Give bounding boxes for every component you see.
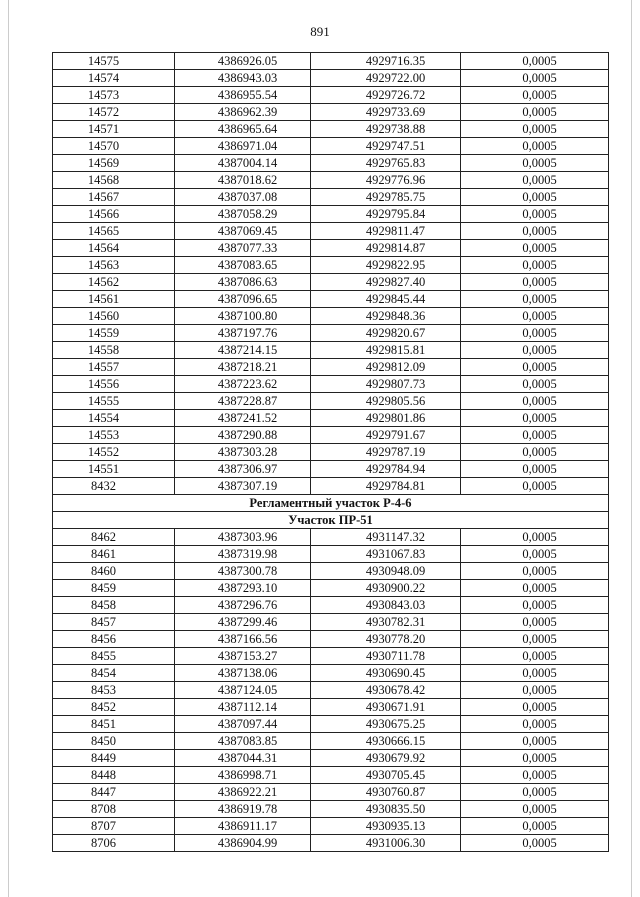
point-id-cell: 8454 — [53, 665, 175, 682]
y-coordinate-cell: 4929812.09 — [311, 359, 461, 376]
accuracy-cell: 0,0005 — [461, 546, 609, 563]
y-coordinate-cell: 4929848.36 — [311, 308, 461, 325]
y-coordinate-cell: 4929801.86 — [311, 410, 461, 427]
table-row — [53, 257, 609, 274]
x-coordinate-cell: 4387228.87 — [175, 393, 311, 410]
table-row — [53, 138, 609, 155]
accuracy-cell: 0,0005 — [461, 155, 609, 172]
table-row — [53, 835, 609, 852]
accuracy-cell: 0,0005 — [461, 716, 609, 733]
y-coordinate-cell: 4929814.87 — [311, 240, 461, 257]
point-id-cell: 14572 — [53, 104, 175, 121]
y-coordinate-cell: 4929822.95 — [311, 257, 461, 274]
table-row — [53, 444, 609, 461]
page-number: 891 — [310, 24, 330, 39]
section-headings — [53, 495, 609, 529]
accuracy-cell: 0,0005 — [461, 529, 609, 546]
x-coordinate-cell: 4387100.80 — [175, 308, 311, 325]
table-row — [53, 699, 609, 716]
y-coordinate-cell: 4929784.81 — [311, 478, 461, 495]
point-id-cell: 8462 — [53, 529, 175, 546]
table-row — [53, 614, 609, 631]
x-coordinate-cell: 4387096.65 — [175, 291, 311, 308]
point-id-cell: 8450 — [53, 733, 175, 750]
accuracy-cell: 0,0005 — [461, 682, 609, 699]
point-id-cell: 14575 — [53, 53, 175, 70]
table-row — [53, 240, 609, 257]
coordinates-table — [52, 52, 609, 852]
table-row — [53, 172, 609, 189]
y-coordinate-cell: 4930760.87 — [311, 784, 461, 801]
accuracy-cell: 0,0005 — [461, 342, 609, 359]
y-coordinate-cell: 4931067.83 — [311, 546, 461, 563]
table-row — [53, 376, 609, 393]
point-id-cell: 14570 — [53, 138, 175, 155]
x-coordinate-cell: 4386911.17 — [175, 818, 311, 835]
table-row — [53, 461, 609, 478]
x-coordinate-cell: 4387166.56 — [175, 631, 311, 648]
table-row — [53, 665, 609, 682]
x-coordinate-cell: 4387299.46 — [175, 614, 311, 631]
x-coordinate-cell: 4387153.27 — [175, 648, 311, 665]
table-row — [53, 563, 609, 580]
y-coordinate-cell: 4929827.40 — [311, 274, 461, 291]
x-coordinate-cell: 4387307.19 — [175, 478, 311, 495]
y-coordinate-cell: 4929747.51 — [311, 138, 461, 155]
point-id-cell: 14573 — [53, 87, 175, 104]
table-row — [53, 631, 609, 648]
point-id-cell: 14568 — [53, 172, 175, 189]
point-id-cell: 14569 — [53, 155, 175, 172]
x-coordinate-cell: 4386922.21 — [175, 784, 311, 801]
accuracy-cell: 0,0005 — [461, 206, 609, 223]
x-coordinate-cell: 4387037.08 — [175, 189, 311, 206]
y-coordinate-cell: 4930705.45 — [311, 767, 461, 784]
y-coordinate-cell: 4929805.56 — [311, 393, 461, 410]
y-coordinate-cell: 4930711.78 — [311, 648, 461, 665]
accuracy-cell: 0,0005 — [461, 597, 609, 614]
y-coordinate-cell: 4929738.88 — [311, 121, 461, 138]
table-row — [53, 308, 609, 325]
y-coordinate-cell: 4930671.91 — [311, 699, 461, 716]
y-coordinate-cell: 4929776.96 — [311, 172, 461, 189]
x-coordinate-cell: 4387293.10 — [175, 580, 311, 597]
table-row — [53, 529, 609, 546]
x-coordinate-cell: 4387296.76 — [175, 597, 311, 614]
accuracy-cell: 0,0005 — [461, 699, 609, 716]
point-id-cell: 14556 — [53, 376, 175, 393]
accuracy-cell: 0,0005 — [461, 70, 609, 87]
y-coordinate-cell: 4931147.32 — [311, 529, 461, 546]
table-body-points-a — [53, 53, 609, 495]
y-coordinate-cell: 4929807.73 — [311, 376, 461, 393]
table-row — [53, 546, 609, 563]
table-row — [53, 325, 609, 342]
point-id-cell: 14566 — [53, 206, 175, 223]
x-coordinate-cell: 4387058.29 — [175, 206, 311, 223]
point-id-cell: 8458 — [53, 597, 175, 614]
accuracy-cell: 0,0005 — [461, 172, 609, 189]
point-id-cell: 8460 — [53, 563, 175, 580]
point-id-cell: 8459 — [53, 580, 175, 597]
y-coordinate-cell: 4930782.31 — [311, 614, 461, 631]
point-id-cell: 14559 — [53, 325, 175, 342]
table-row — [53, 223, 609, 240]
point-id-cell: 14558 — [53, 342, 175, 359]
x-coordinate-cell: 4387044.31 — [175, 750, 311, 767]
point-id-cell: 8449 — [53, 750, 175, 767]
accuracy-cell: 0,0005 — [461, 461, 609, 478]
y-coordinate-cell: 4930690.45 — [311, 665, 461, 682]
accuracy-cell: 0,0005 — [461, 393, 609, 410]
point-id-cell: 8455 — [53, 648, 175, 665]
accuracy-cell: 0,0005 — [461, 631, 609, 648]
accuracy-cell: 0,0005 — [461, 580, 609, 597]
x-coordinate-cell: 4387083.85 — [175, 733, 311, 750]
x-coordinate-cell: 4386998.71 — [175, 767, 311, 784]
x-coordinate-cell: 4387290.88 — [175, 427, 311, 444]
point-id-cell: 8707 — [53, 818, 175, 835]
accuracy-cell: 0,0005 — [461, 444, 609, 461]
point-id-cell: 14561 — [53, 291, 175, 308]
subsection-title: Участок ПР-51 — [53, 512, 609, 529]
point-id-cell: 8451 — [53, 716, 175, 733]
point-id-cell: 14555 — [53, 393, 175, 410]
point-id-cell: 8453 — [53, 682, 175, 699]
accuracy-cell: 0,0005 — [461, 325, 609, 342]
x-coordinate-cell: 4387223.62 — [175, 376, 311, 393]
table-row — [53, 410, 609, 427]
accuracy-cell: 0,0005 — [461, 750, 609, 767]
point-id-cell: 14563 — [53, 257, 175, 274]
point-id-cell: 14564 — [53, 240, 175, 257]
x-coordinate-cell: 4387018.62 — [175, 172, 311, 189]
point-id-cell: 8461 — [53, 546, 175, 563]
point-id-cell: 8708 — [53, 801, 175, 818]
point-id-cell: 14553 — [53, 427, 175, 444]
x-coordinate-cell: 4387303.96 — [175, 529, 311, 546]
accuracy-cell: 0,0005 — [461, 563, 609, 580]
y-coordinate-cell: 4931006.30 — [311, 835, 461, 852]
accuracy-cell: 0,0005 — [461, 733, 609, 750]
table-row — [53, 87, 609, 104]
point-id-cell: 14552 — [53, 444, 175, 461]
accuracy-cell: 0,0005 — [461, 274, 609, 291]
table-row — [53, 716, 609, 733]
x-coordinate-cell: 4387306.97 — [175, 461, 311, 478]
x-coordinate-cell: 4387069.45 — [175, 223, 311, 240]
x-coordinate-cell: 4387197.76 — [175, 325, 311, 342]
y-coordinate-cell: 4929820.67 — [311, 325, 461, 342]
accuracy-cell: 0,0005 — [461, 359, 609, 376]
x-coordinate-cell: 4387303.28 — [175, 444, 311, 461]
x-coordinate-cell: 4386943.03 — [175, 70, 311, 87]
x-coordinate-cell: 4386971.04 — [175, 138, 311, 155]
y-coordinate-cell: 4929784.94 — [311, 461, 461, 478]
point-id-cell: 14554 — [53, 410, 175, 427]
y-coordinate-cell: 4929811.47 — [311, 223, 461, 240]
x-coordinate-cell: 4387218.21 — [175, 359, 311, 376]
table-row — [53, 359, 609, 376]
accuracy-cell: 0,0005 — [461, 478, 609, 495]
accuracy-cell: 0,0005 — [461, 665, 609, 682]
table-row — [53, 393, 609, 410]
accuracy-cell: 0,0005 — [461, 818, 609, 835]
table-row — [53, 767, 609, 784]
accuracy-cell: 0,0005 — [461, 427, 609, 444]
y-coordinate-cell: 4929791.67 — [311, 427, 461, 444]
table-row — [53, 682, 609, 699]
table-row — [53, 274, 609, 291]
table-row — [53, 70, 609, 87]
x-coordinate-cell: 4387097.44 — [175, 716, 311, 733]
table-row — [53, 478, 609, 495]
x-coordinate-cell: 4386962.39 — [175, 104, 311, 121]
point-id-cell: 8432 — [53, 478, 175, 495]
y-coordinate-cell: 4929733.69 — [311, 104, 461, 121]
x-coordinate-cell: 4386955.54 — [175, 87, 311, 104]
x-coordinate-cell: 4387112.14 — [175, 699, 311, 716]
table-row — [53, 53, 609, 70]
table-row — [53, 342, 609, 359]
point-id-cell: 14560 — [53, 308, 175, 325]
subsection-row — [53, 512, 609, 529]
table-row — [53, 427, 609, 444]
y-coordinate-cell: 4929785.75 — [311, 189, 461, 206]
table-row — [53, 733, 609, 750]
y-coordinate-cell: 4929716.35 — [311, 53, 461, 70]
x-coordinate-cell: 4387124.05 — [175, 682, 311, 699]
table-row — [53, 121, 609, 138]
accuracy-cell: 0,0005 — [461, 308, 609, 325]
point-id-cell: 14565 — [53, 223, 175, 240]
x-coordinate-cell: 4386965.64 — [175, 121, 311, 138]
x-coordinate-cell: 4387077.33 — [175, 240, 311, 257]
y-coordinate-cell: 4930935.13 — [311, 818, 461, 835]
table-row — [53, 784, 609, 801]
accuracy-cell: 0,0005 — [461, 87, 609, 104]
y-coordinate-cell: 4930675.25 — [311, 716, 461, 733]
accuracy-cell: 0,0005 — [461, 648, 609, 665]
x-coordinate-cell: 4387083.65 — [175, 257, 311, 274]
table-body-points-b — [53, 529, 609, 852]
table-row — [53, 155, 609, 172]
point-id-cell: 14562 — [53, 274, 175, 291]
table-row — [53, 104, 609, 121]
accuracy-cell: 0,0005 — [461, 801, 609, 818]
point-id-cell: 8706 — [53, 835, 175, 852]
y-coordinate-cell: 4929815.81 — [311, 342, 461, 359]
accuracy-cell: 0,0005 — [461, 767, 609, 784]
accuracy-cell: 0,0005 — [461, 138, 609, 155]
point-id-cell: 8447 — [53, 784, 175, 801]
y-coordinate-cell: 4930678.42 — [311, 682, 461, 699]
x-coordinate-cell: 4386926.05 — [175, 53, 311, 70]
accuracy-cell: 0,0005 — [461, 784, 609, 801]
x-coordinate-cell: 4387086.63 — [175, 274, 311, 291]
table-row — [53, 189, 609, 206]
accuracy-cell: 0,0005 — [461, 223, 609, 240]
y-coordinate-cell: 4929726.72 — [311, 87, 461, 104]
x-coordinate-cell: 4387319.98 — [175, 546, 311, 563]
x-coordinate-cell: 4387300.78 — [175, 563, 311, 580]
x-coordinate-cell: 4387214.15 — [175, 342, 311, 359]
table-row — [53, 597, 609, 614]
accuracy-cell: 0,0005 — [461, 104, 609, 121]
accuracy-cell: 0,0005 — [461, 53, 609, 70]
accuracy-cell: 0,0005 — [461, 614, 609, 631]
y-coordinate-cell: 4929795.84 — [311, 206, 461, 223]
accuracy-cell: 0,0005 — [461, 291, 609, 308]
y-coordinate-cell: 4929765.83 — [311, 155, 461, 172]
y-coordinate-cell: 4929845.44 — [311, 291, 461, 308]
point-id-cell: 8452 — [53, 699, 175, 716]
accuracy-cell: 0,0005 — [461, 257, 609, 274]
x-coordinate-cell: 4387138.06 — [175, 665, 311, 682]
y-coordinate-cell: 4930666.15 — [311, 733, 461, 750]
y-coordinate-cell: 4930843.03 — [311, 597, 461, 614]
y-coordinate-cell: 4930778.20 — [311, 631, 461, 648]
point-id-cell: 8456 — [53, 631, 175, 648]
table-row — [53, 648, 609, 665]
point-id-cell: 8457 — [53, 614, 175, 631]
point-id-cell: 8448 — [53, 767, 175, 784]
accuracy-cell: 0,0005 — [461, 240, 609, 257]
scan-edge-left — [8, 0, 9, 897]
y-coordinate-cell: 4930900.22 — [311, 580, 461, 597]
table-row — [53, 801, 609, 818]
y-coordinate-cell: 4930679.92 — [311, 750, 461, 767]
point-id-cell: 14571 — [53, 121, 175, 138]
table-row — [53, 291, 609, 308]
table-row — [53, 818, 609, 835]
x-coordinate-cell: 4386904.99 — [175, 835, 311, 852]
table-row — [53, 750, 609, 767]
point-id-cell: 14574 — [53, 70, 175, 87]
table-row — [53, 206, 609, 223]
section-row — [53, 495, 609, 512]
scan-edge-right — [631, 0, 632, 897]
y-coordinate-cell: 4929722.00 — [311, 70, 461, 87]
y-coordinate-cell: 4930948.09 — [311, 563, 461, 580]
section-title: Регламентный участок Р-4-6 — [53, 495, 609, 512]
x-coordinate-cell: 4387241.52 — [175, 410, 311, 427]
point-id-cell: 14567 — [53, 189, 175, 206]
accuracy-cell: 0,0005 — [461, 835, 609, 852]
x-coordinate-cell: 4387004.14 — [175, 155, 311, 172]
point-id-cell: 14557 — [53, 359, 175, 376]
accuracy-cell: 0,0005 — [461, 376, 609, 393]
y-coordinate-cell: 4930835.50 — [311, 801, 461, 818]
table-row — [53, 580, 609, 597]
accuracy-cell: 0,0005 — [461, 121, 609, 138]
y-coordinate-cell: 4929787.19 — [311, 444, 461, 461]
point-id-cell: 14551 — [53, 461, 175, 478]
accuracy-cell: 0,0005 — [461, 410, 609, 427]
accuracy-cell: 0,0005 — [461, 189, 609, 206]
x-coordinate-cell: 4386919.78 — [175, 801, 311, 818]
